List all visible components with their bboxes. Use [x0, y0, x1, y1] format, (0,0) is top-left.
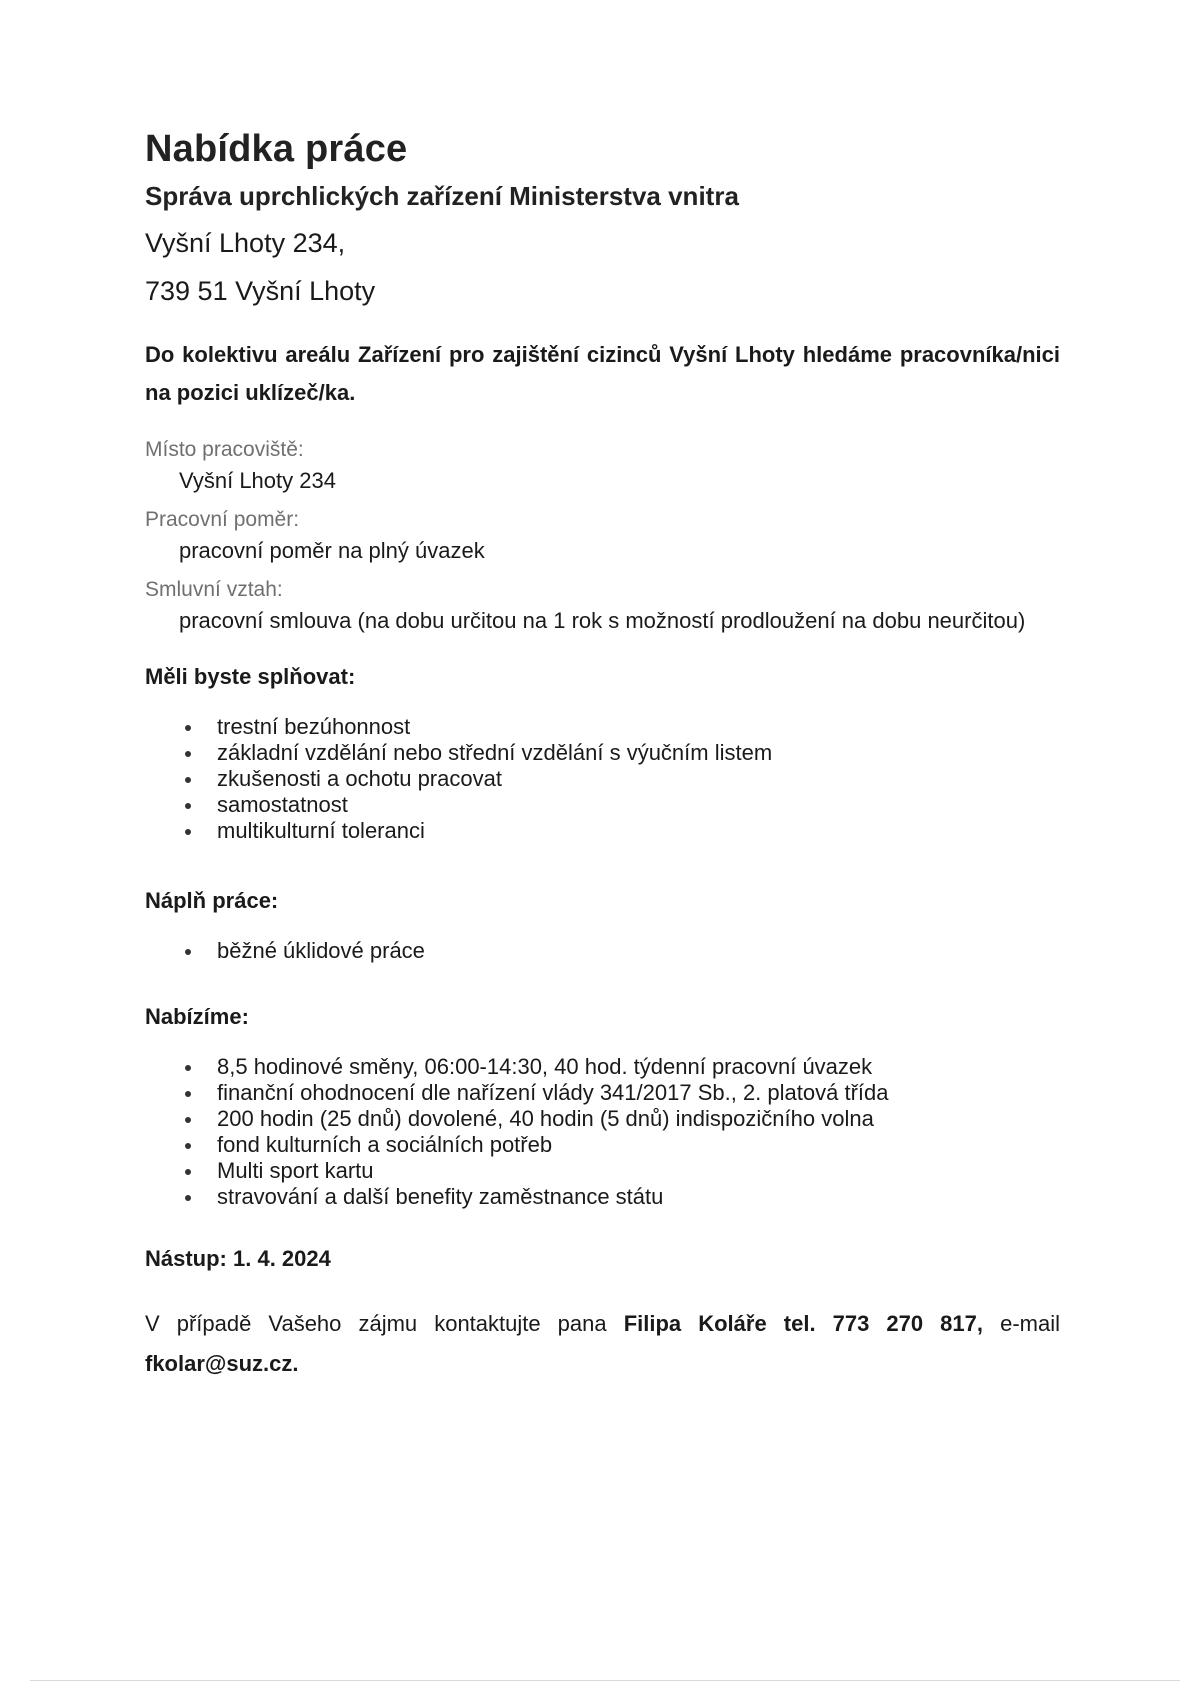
- document-content: [145, 128, 1060, 1384]
- contact-person: Filipa Koláře: [623, 1311, 767, 1336]
- start-date: Nástup: 1. 4. 2024: [145, 1246, 331, 1271]
- offer-heading: Nabízíme:: [145, 1004, 249, 1029]
- list-item: základní vzdělání nebo střední vzdělání s výučním listem: [145, 740, 1060, 766]
- field-value: pracovní poměr na plný úvazek: [179, 538, 485, 563]
- address-line-2: 739 51 Vyšní Lhoty: [145, 276, 376, 306]
- list-item: stravování a další benefity zaměstnance státu: [145, 1184, 1060, 1210]
- scan-edge-line: [30, 1680, 1180, 1681]
- field-value: pracovní smlouva (na dobu určitou na 1 rok s možností prodloužení na dobu neurčitou): [179, 608, 1026, 633]
- field-employment-type: [145, 508, 1060, 564]
- contact-prefix: V případě Vašeho zájmu kontaktujte pana: [145, 1311, 607, 1336]
- organization-name: Správa uprchlických zařízení Ministerstva vnitra: [145, 181, 739, 211]
- duties-heading: Náplň práce:: [145, 888, 279, 913]
- list-item: multikulturní toleranci: [145, 818, 1060, 844]
- field-contract: [145, 578, 1060, 634]
- document-title: Nabídka práce: [145, 128, 408, 170]
- contact-email: fkolar@suz.cz.: [145, 1351, 299, 1376]
- requirements-list: [145, 714, 1060, 844]
- field-label: Smluvní vztah:: [145, 578, 283, 601]
- offer-list: [145, 1054, 1060, 1210]
- requirements-heading: Měli byste splňovat:: [145, 664, 356, 689]
- list-item: 200 hodin (25 dnů) dovolené, 40 hodin (5 dnů) indispozičního volna: [145, 1106, 1060, 1132]
- contact-phone: 773 270 817,: [832, 1311, 983, 1336]
- contact-paragraph: [145, 1304, 1060, 1384]
- intro-paragraph: Do kolektivu areálu Zařízení pro zajištění cizinců Vyšní Lhoty hledáme pracovníka/nici na pozici uklízeč/ka.: [145, 342, 1060, 405]
- list-item: běžné úklidové práce: [145, 938, 1060, 964]
- field-workplace: [145, 438, 1060, 494]
- address-line-1: Vyšní Lhoty 234,: [145, 228, 346, 258]
- list-item: Multi sport kartu: [145, 1158, 1060, 1184]
- list-item: trestní bezúhonnost: [145, 714, 1060, 740]
- list-item: zkušenosti a ochotu pracovat: [145, 766, 1060, 792]
- list-item: samostatnost: [145, 792, 1060, 818]
- duties-list: [145, 938, 1060, 964]
- list-item: fond kulturních a sociálních potřeb: [145, 1132, 1060, 1158]
- list-item: finanční ohodnocení dle nařízení vlády 341/2017 Sb., 2. platová třída: [145, 1080, 1060, 1106]
- field-value: Vyšní Lhoty 234: [179, 468, 336, 493]
- field-label: Pracovní poměr:: [145, 508, 300, 531]
- email-label: e-mail: [1000, 1311, 1060, 1336]
- list-item: 8,5 hodinové směny, 06:00-14:30, 40 hod. týdenní pracovní úvazek: [145, 1054, 1060, 1080]
- tel-label: tel.: [783, 1311, 816, 1336]
- field-label: Místo pracoviště:: [145, 438, 304, 461]
